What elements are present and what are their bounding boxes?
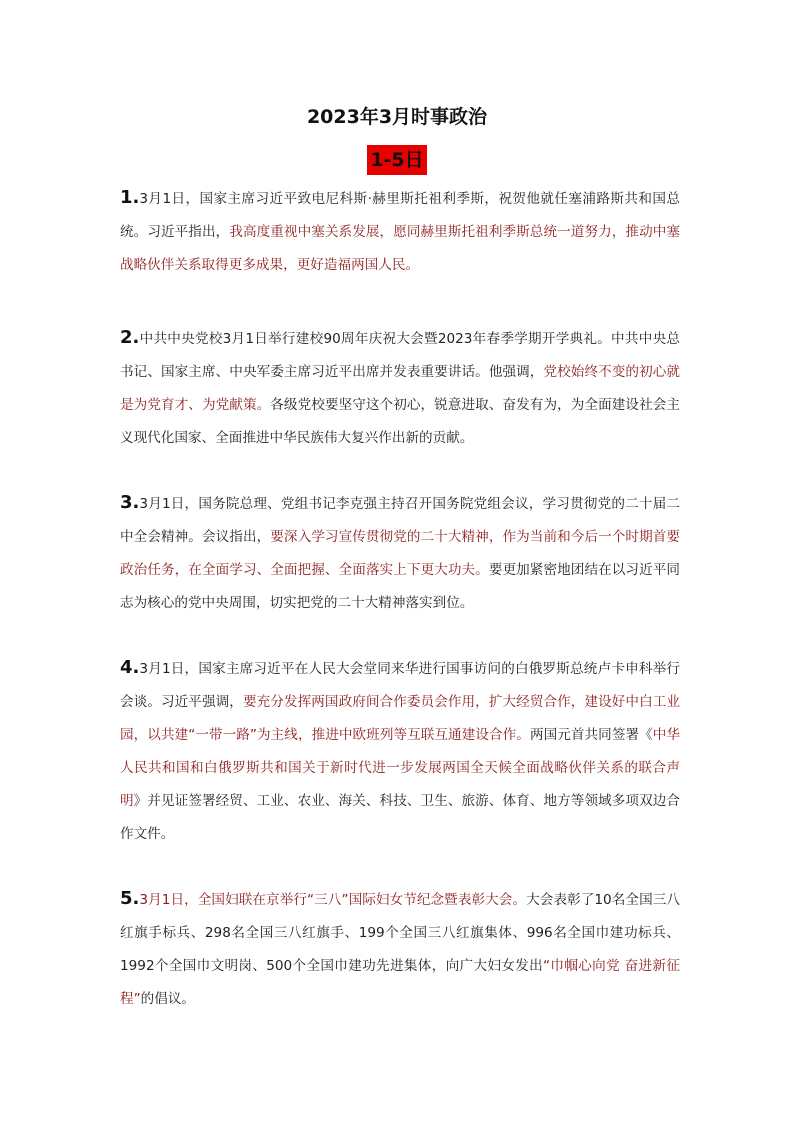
item-number: 2. xyxy=(120,327,140,348)
document-title: 2023年3月时事政治 xyxy=(306,106,488,128)
item-highlight: “巾帼心向党 奋进新征程” xyxy=(120,958,680,1007)
item-number: 5. xyxy=(120,888,140,909)
item-highlight: 要充分发挥两国政府间合作委员会作用，扩大经贸合作，建设好中白工业园，以共建“一带一路”为主线，推进中欧班列等互联互通建设合作。 xyxy=(120,694,681,743)
news-item-2 xyxy=(120,321,680,455)
item-text: 的倡议。 xyxy=(140,991,196,1007)
news-item-5 xyxy=(120,882,680,1016)
item-text: 3月1日，国务院总理、党组书记李克强主持召开国务院党组会议，学习贯彻党的二十届二中全会精神。会议指出， xyxy=(120,496,680,545)
item-highlight: 我高度重视中塞关系发展，愿同赫里斯托祖利季斯总统一道努力，推动中塞战略伙伴关系取得更多成果，更好造福两国人民。 xyxy=(120,224,680,273)
item-number: 3. xyxy=(120,492,140,513)
item-text: 两国元首共同签署《 xyxy=(529,727,653,743)
item-number: 4. xyxy=(120,657,140,678)
news-item-1 xyxy=(120,181,680,282)
news-item-3 xyxy=(120,486,680,620)
item-text: 中共中央党校3月1日举行建校90周年庆祝大会暨2023年春季学期开学典礼。中共中央总书记、国家主席、中央军委主席习近平出席并发表重要讲话。他强调， xyxy=(120,331,680,380)
item-text: 》并见证签署经贸、工业、农业、海关、科技、卫生、旅游、体育、地方等领域多项双边合作文件。 xyxy=(120,793,681,842)
item-text: 大会表彰了10名全国三八红旗手标兵、298名全国三八红旗手、199个全国三八红旗集体、996名全国巾建功标兵、1992个全国巾文明岗、500个全国巾建功先进集体，向广大妇女发出 xyxy=(120,892,681,974)
news-item-4 xyxy=(120,651,680,851)
item-highlight: 要深入学习宣传贯彻党的二十大精神，作为当前和今后一个时期首要政治任务，在全面学习、全面把握、全面落实上下更大功夫。 xyxy=(120,529,681,578)
section-tag-row xyxy=(0,145,794,175)
item-highlight: 党校始终不变的初心就是为党育才、为党献策。 xyxy=(120,364,681,413)
item-highlight: 中华人民共和国和白俄罗斯共和国关于新时代进一步发展两国全天候全面战略伙伴关系的联合声明 xyxy=(120,727,681,809)
item-highlight: 3月1日，全国妇联在京举行“三八”国际妇女节纪念暨表彰大会。 xyxy=(139,892,527,908)
item-number: 1. xyxy=(120,187,140,208)
item-text: 3月1日，国家主席习近平致电尼科斯·赫里斯托祖利季斯，祝贺他就任塞浦路斯共和国总统。习近平指出， xyxy=(120,191,680,240)
item-text: 各级党校要坚守这个初心，锐意进取、奋发有为，为全面建设社会主义现代化国家、全面推进中华民族伟大复兴作出新的贡献。 xyxy=(120,397,681,446)
date-range-tag: 1-5日 xyxy=(367,145,426,175)
item-text: 要更加紧密地团结在以习近平同志为核心的党中央周围，切实把党的二十大精神落实到位。 xyxy=(120,562,681,611)
item-text: 3月1日，国家主席习近平在人民大会堂同来华进行国事访问的白俄罗斯总统卢卡申科举行会谈。习近平强调， xyxy=(120,661,680,710)
